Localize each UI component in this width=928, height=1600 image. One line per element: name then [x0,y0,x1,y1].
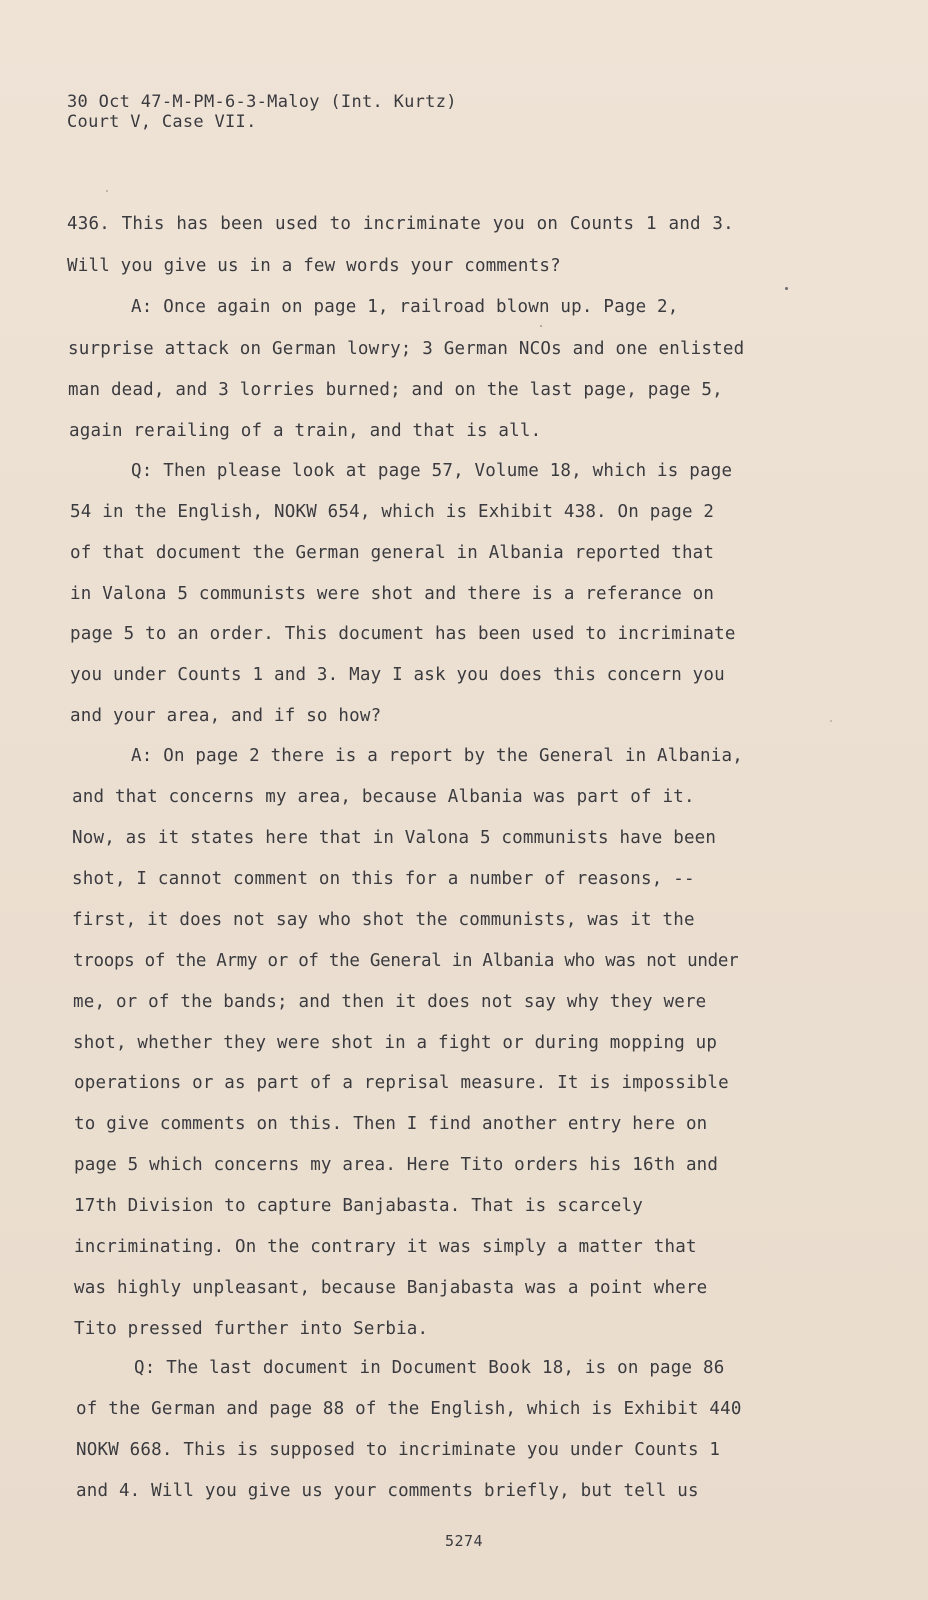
text-line: man dead, and 3 lorries burned; and on the last page, page 5, [68,380,723,400]
text-line: to give comments on this. Then I find another entry here on [74,1114,708,1134]
text-line: you under Counts 1 and 3. May I ask you does this concern you [70,665,725,685]
text-line: first, it does not say who shot the communists, was it the [72,910,695,930]
text-line: Q: The last document in Document Book 18, is on page 86 [134,1358,725,1378]
text-line: and your area, and if so how? [70,706,382,726]
page-number: 5274 [444,1532,484,1550]
paper-speck [106,190,108,192]
text-line: troops of the Army or of the General in Albania who was not under [73,951,739,971]
text-line: again rerailing of a train, and that is all. [69,421,542,441]
text-line: in Valona 5 communists were shot and there is a referance on [70,584,715,604]
text-line: incriminating. On the contrary it was simply a matter that [74,1237,697,1257]
text-line: A: Once again on page 1, railroad blown up. Page 2, [131,297,679,317]
text-line: operations or as part of a reprisal measure. It is impossible [74,1073,729,1093]
text-line: of that document the German general in Albania reported that [70,543,715,563]
text-line: 17th Division to capture Banjabasta. That is scarcely [74,1196,644,1216]
document-header [67,92,457,132]
text-line: NOKW 668. This is supposed to incriminate you under Counts 1 [76,1440,721,1460]
text-line: shot, I cannot comment on this for a number of reasons, -- [72,869,695,889]
text-line: 436. This has been used to incriminate you on Counts 1 and 3. [67,214,734,234]
paper-speck [540,325,542,327]
text-line: shot, whether they were shot in a fight or during mopping up [73,1033,718,1053]
text-line: Tito pressed further into Serbia. [74,1319,429,1339]
text-line: 54 in the English, NOKW 654, which is Exhibit 438. On page 2 [70,502,715,522]
paper-speck [785,287,788,290]
text-line: page 5 to an order. This document has been used to incriminate [70,624,736,644]
text-line: page 5 which concerns my area. Here Tito orders his 16th and [74,1155,719,1175]
text-line: was highly unpleasant, because Banjabasta was a point where [74,1278,708,1298]
text-line: Q: Then please look at page 57, Volume 18, which is page [131,461,733,481]
text-line: surprise attack on German lowry; 3 German NCOs and one enlisted [68,339,745,359]
header-line-2: Court V, Case VII. [67,112,257,132]
text-line: and that concerns my area, because Albania was part of it. [72,787,695,807]
paper-speck [830,720,832,722]
text-line: Now, as it states here that in Valona 5 communists have been [72,828,717,848]
text-line: A: On page 2 there is a report by the General in Albania, [131,746,743,766]
header-line-1: 30 Oct 47-M-PM-6-3-Maloy (Int. Kurtz) [67,92,457,112]
text-line: and 4. Will you give us your comments briefly, but tell us [76,1481,699,1501]
text-line: of the German and page 88 of the English, which is Exhibit 440 [76,1399,742,1419]
text-line: Will you give us in a few words your comments? [67,256,561,276]
text-line: me, or of the bands; and then it does not say why they were [73,992,707,1012]
